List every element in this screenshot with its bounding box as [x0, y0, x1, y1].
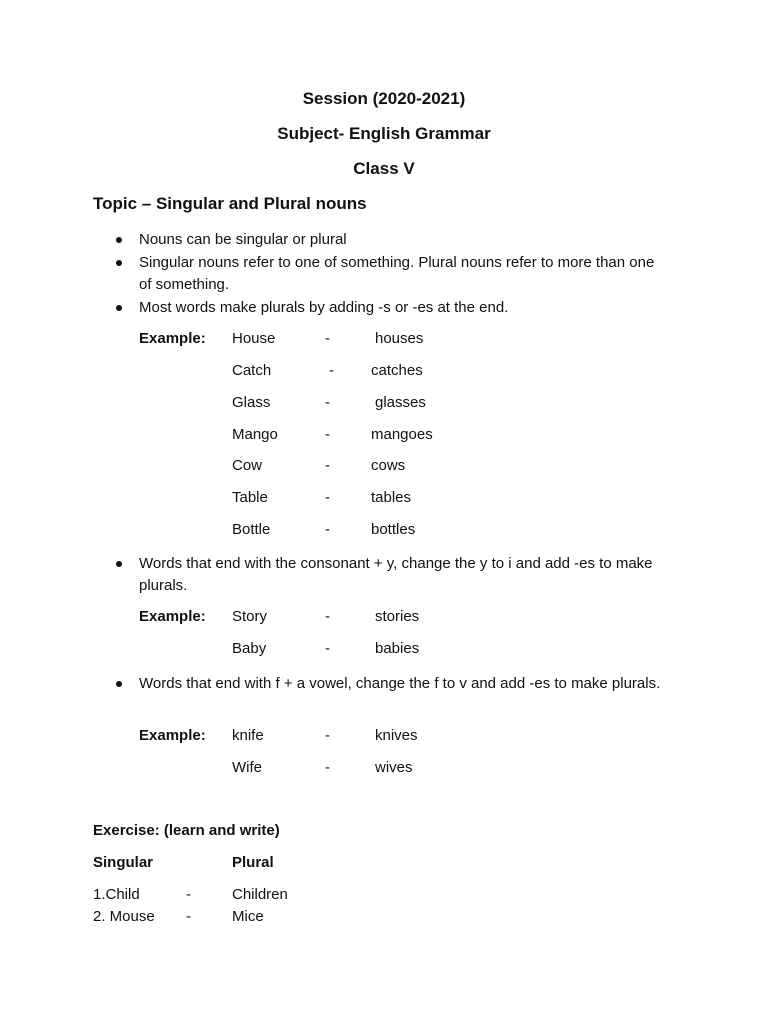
topic-heading: Topic – Singular and Plural nouns [93, 194, 367, 213]
example-singular: Baby [232, 640, 267, 657]
example-plural: catches [371, 362, 423, 379]
exercise-title: Exercise: (learn and write) [93, 822, 280, 839]
bullet-dot [116, 681, 122, 687]
example-dash: - [325, 640, 330, 657]
exercise-singular: 1.Child [93, 886, 140, 903]
example-plural: knives [375, 727, 418, 744]
example-singular: Story [232, 608, 268, 625]
subject-heading: Subject- English Grammar [277, 124, 491, 143]
bullet-dot [116, 237, 122, 243]
example-dash: - [325, 426, 330, 443]
example-singular: Table [232, 489, 268, 506]
exercise-col-singular: Singular [93, 854, 154, 871]
example-plural: stories [375, 608, 420, 625]
example-singular: House [232, 330, 276, 347]
example-plural: houses [375, 330, 424, 347]
exercise-plural: Mice [232, 908, 264, 925]
example-plural: glasses [375, 394, 426, 411]
session-heading: Session (2020-2021) [302, 89, 466, 108]
example-singular: knife [232, 727, 264, 744]
example-singular: Wife [232, 759, 262, 776]
exercise-dash: - [186, 908, 191, 925]
example-dash: - [325, 489, 330, 506]
example-plural: bottles [371, 521, 416, 538]
class-heading: Class V [353, 159, 415, 178]
example-dash: - [325, 727, 330, 744]
example-dash: - [325, 394, 330, 411]
bullet-text: Nouns can be singular or plural [139, 231, 347, 248]
bullet-text: Most words make plurals by adding -s or -es at the end. [139, 299, 509, 316]
example-label: Example: [139, 608, 206, 625]
exercise-dash: - [186, 886, 191, 903]
example-singular: Bottle [232, 521, 271, 538]
bullet-text: Singular nouns refer to one of something. Plural nouns refer to more than one of something. [139, 254, 655, 293]
example-plural: babies [375, 640, 420, 657]
example-plural: mangoes [371, 426, 433, 443]
example-singular: Catch [232, 362, 272, 379]
example-dash: - [325, 759, 330, 776]
example-dash: - [325, 521, 330, 538]
example-plural: wives [375, 759, 413, 776]
example-label: Example: [139, 330, 206, 347]
example-dash: - [325, 457, 330, 474]
example-label: Example: [139, 727, 206, 744]
bullet-text: Words that end with f + a vowel, change the f to v and add -es to make plurals. [139, 675, 661, 692]
exercise-singular: 2. Mouse [93, 908, 155, 925]
example-singular: Cow [232, 457, 263, 474]
example-dash: - [325, 608, 330, 625]
bullet-text: Words that end with the consonant + y, change the y to i and add -es to make plurals. [139, 555, 653, 594]
example-dash: - [329, 362, 334, 379]
bullet-dot [116, 305, 122, 311]
example-dash: - [325, 330, 330, 347]
exercise-plural: Children [232, 886, 288, 903]
bullet-dot [116, 561, 122, 567]
example-plural: tables [371, 489, 412, 506]
example-singular: Glass [232, 394, 271, 411]
exercise-col-plural: Plural [232, 854, 274, 871]
bullet-dot [116, 260, 122, 266]
example-plural: cows [371, 457, 406, 474]
example-singular: Mango [232, 426, 278, 443]
